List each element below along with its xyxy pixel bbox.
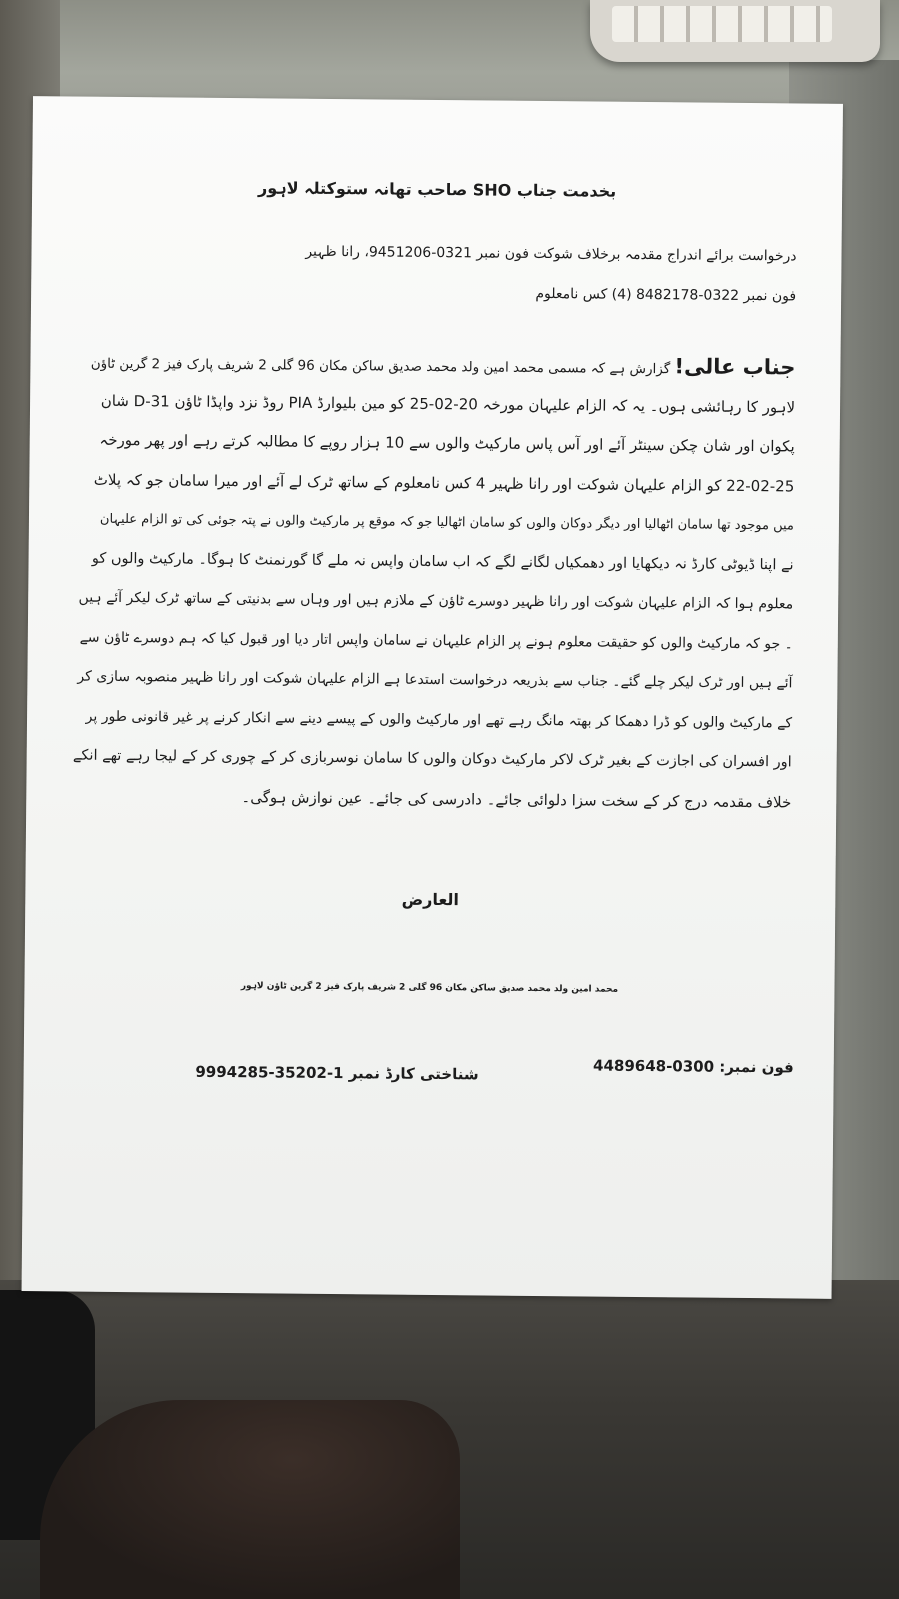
body-line-1 <box>75 342 795 388</box>
letter-heading: بخدمت جناب SHO صاحب تھانہ ستوکتلہ لاہور <box>257 178 617 201</box>
body-line-11: اور افسران کی اجازت کے بغیر ٹرک لاکر مارکیٹ دوکان والوں کا سامان نوسربازی کر کے چوری کر کے لیجا رہے تھے انکے <box>72 747 792 771</box>
keyboard-keys <box>612 6 832 42</box>
applicant-cnic: شناختی کارڈ نمبر 1-35202-9994285 <box>195 1062 479 1084</box>
body-line-9: آئے ہیں اور ٹرک لیکر چلے گئے۔ جناب سے بذریعہ درخواست استدعا ہے الزام علیہان شوکت اور رانا ظہیر منصوبہ سازی کر <box>77 668 793 692</box>
body-line-12: خلاف مقدمہ درج کر کے سخت سزا دلوائی جائے۔ دادرسی کی جائے۔ عین نوازش ہوگی۔ <box>241 787 792 811</box>
keyboard-object <box>590 0 880 62</box>
body-line-5: میں موجود تھا سامان اٹھالیا اور دیگر دوکان والوں کو سامان اٹھالیا جو کہ موقع پر مارکیٹ والوں نے پتہ جوئی کی تو الزام علیہان <box>99 511 794 534</box>
body-line-3: پکوان اور شان چکن سینٹر آئے اور آس پاس مارکیٹ والوں سے 10 ہزار روپے کا مطالبہ کرتے رہے اور پھر مورخہ <box>99 430 795 456</box>
applicant-details: محمد امین ولد محمد صدیق ساکن مکان 96 گلی 2 شریف پارک فیز 2 گرین ٹاؤن لاہور <box>240 981 619 995</box>
body-line-6: نے اپنا ڈیوٹی کارڈ نہ دیکھایا اور دھمکیاں لگانے لگے کہ اب سامان واپس نہ ملے گا گورنمنٹ کا ہوگا۔ مارکیٹ والوں کو <box>91 550 794 573</box>
body-line-text: گزارش ہے کہ مسمی محمد امین ولد محمد صدیق ساکن مکان 96 گلی 2 شریف پارک فیز 2 گرین ٹاؤن <box>90 355 671 378</box>
body-line-7: معلوم ہوا کہ الزام علیہان شوکت اور رانا ظہیر دوسرے ٹاؤن کے ملازم ہیں اور وہاں سے بدنیتی کے ساتھ ٹرک لیکر آئے ہیں <box>78 589 794 613</box>
letter-body <box>71 342 796 823</box>
body-line-4: 22-02-25 کو الزام علیہان شوکت اور رانا ظہیر 4 کس نامعلوم کے ساتھ ٹرک لے آئے اور میرا سامان جو کہ پلاٹ <box>93 470 795 495</box>
applicant-phone: فون نمبر: 0300-4489648 <box>592 1056 794 1077</box>
closing-signoff: العارض <box>401 889 460 910</box>
subject-line-1: درخواست برائے اندراج مقدمہ برخلاف شوکت فون نمبر 0321-9451206، رانا ظہیر <box>305 243 797 265</box>
body-line-2: لاہور کا رہائشی ہوں۔ یہ کہ الزام علیہان مورخہ 20-02-25 کو مین بلیوارڈ PIA روڈ نزد واپڈا ٹاؤن D-31 شان <box>100 391 796 416</box>
subject-line-2: فون نمبر 0322-8482178 (4) کس نامعلوم <box>535 285 797 305</box>
dark-clothing-shape <box>40 1400 460 1599</box>
body-line-10: کے مارکیٹ والوں کو ڈرا دھمکا کر بھتہ مانگ رہے تھے اور مارکیٹ والوں کے پیسے دینے سے انکار کرنے پر غیر قانونی طور پر <box>85 708 793 731</box>
salutation: جناب عالی! <box>674 354 796 380</box>
body-line-8: ۔ جو کہ مارکیٹ والوں کو حقیقت معلوم ہونے پر الزام علیہان نے سامان واپس اتار دیا اور قبول کیا کہ ہم دوسرے ٹاؤن سے <box>79 629 793 652</box>
application-letter-paper <box>22 96 843 1299</box>
